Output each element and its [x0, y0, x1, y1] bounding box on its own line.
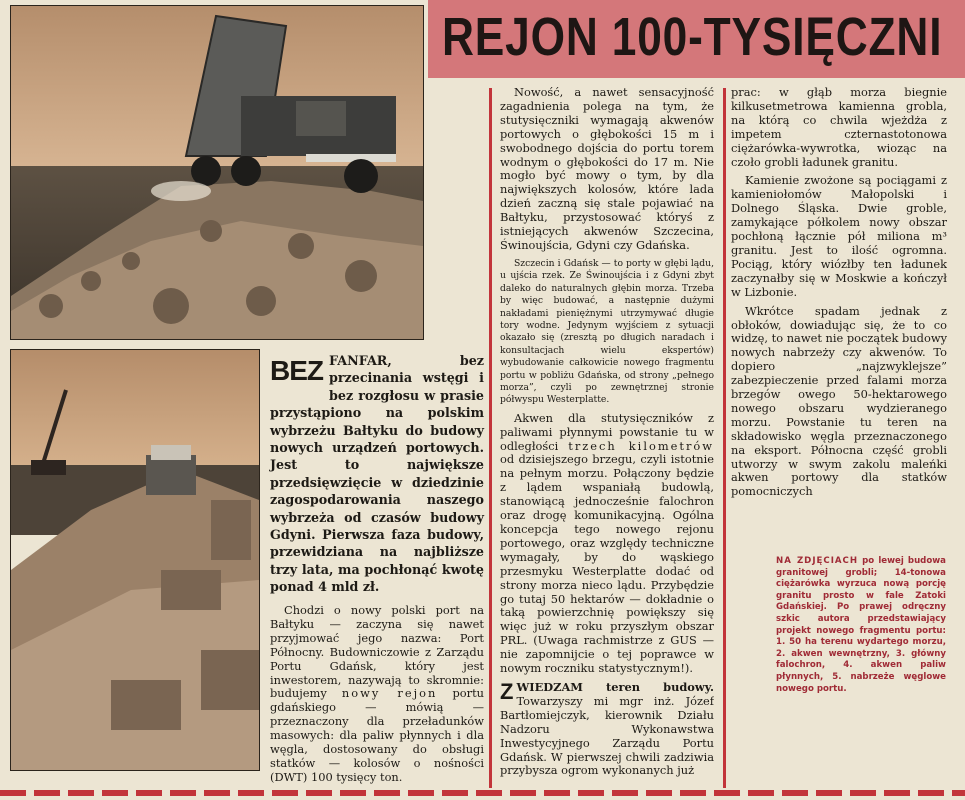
col3-paragraph-2: Kamienie zwożone są pociągami z kamieniołomów Małopolski i Dolnego Śląska. Dwie groble, zamykające półkolem nowy obszar pochłoną łącznie pół miliona m³ granitu. Jest to ilość ogromna. Pociąg, który wiózłby ten ładunek zaczynałby się w Moskwie a kończył w Lizbonie. [731, 173, 947, 299]
col1-paragraph-1 [270, 604, 484, 784]
column-3 [731, 86, 947, 498]
subhead-title: WIEDZAM teren budowy. [516, 679, 714, 694]
crane-illustration [11, 350, 259, 770]
col3-paragraph-3: Wkrótce spadam jednak z obłoków, dowiadując się, że to co widzę, to nawet nie początek budowy nowych nabrzeży czy akwenów. To dopiero „najzwyklejsze” zabezpieczenie przed falami morza brzegów owego 50-hektarowego nowego obszaru wydzieranego morzu. Powstanie tu teren na składowisko węgla przeznaczonego na eksport. Północna część grobli utworzy w swym zakolu maleńki akwen portowy dla statków pomocniczych [731, 303, 947, 498]
col2-paragraph-4 [500, 678, 714, 778]
caption-text: po lewej budowa granitowej grobli; 14-tonowa ciężarówka wyrzuca nową porcję granitu prosto w fale Zatoki Gdańskiej. Po prawej odręczny szkic autora przedstawiający projekt nowego fragmentu portu: 1. 50 ha terenu wydartego morzu, 2. akwen wewnętrzny, 3. główny falochron, 4. akwen paliw płynnych, 5. nabrzeże węglowe nowego portu. [776, 556, 946, 694]
caption-head: NA ZDJĘCIACH [776, 556, 859, 566]
col1-p1-end: portu gdańskiego — mówią — przeznaczony dla przeładunków masowych: dla paliw płynnych i dla węgla, dostosowany do obsługi statków — kolosów o nośności (DWT) 100 tysięcy ton. [270, 686, 484, 784]
lead-first-word: FANFAR, [329, 353, 392, 368]
headline-title: REJON 100-TYSIĘCZNI [442, 7, 943, 67]
column-2 [500, 86, 714, 782]
lead-drop-cap: BEZ [270, 355, 323, 386]
photo-dump-truck [10, 5, 424, 340]
lead-paragraph [270, 352, 484, 596]
col2-p4-text: Towarzyszy mi mgr inż. Józef Bartłomiejczyk, kierownik Działu Nadzoru Wykonawstwa Inwestycyjnego Zarządu Portu Gdańsk. W pierwszej chwili zadziwia przybysza ogrom wykonanych już [500, 693, 714, 778]
col1-p1-spaced: nowy rejon [341, 686, 438, 701]
col2-p3-spaced: trzech kilometrów [568, 438, 714, 453]
col2-p3-start: Akwen dla stutysięczników z paliwami płynnymi powstanie tu w odległości [500, 410, 714, 453]
subhead-drop-cap: Z [500, 678, 514, 704]
red-bar-right [723, 88, 726, 788]
lead-text: bez przecinania wstęgi i bez rozgłosu w prasie przystąpiono na polskim wybrzeżu Bałtyku do budowy nowych urządzeń portowych. Jest to największe przedsięwzięcie w dziedzinie zagospodarowania naszego wybrzeża od czasów budowy Gdyni. Pierwsza faza budowy, przewidziana na najbliższe trzy lata, ma pochłonąć kwotę ponad 4 mld zł. [270, 353, 484, 595]
col2-p3-end: od dzisiejszego brzegu, czyli istotnie na pełnym morzu. Połączony będzie z lądem wspaniałą budowlą, stanowiącą jednocześnie falochron oraz drogę komunikacyjną. Ogólna koncepcja tego nowego rejonu portowego, oraz względy techniczne wymagały, by do wąskiego przesmyku Westerplatte dodać od strony morza nieco lądu. Przybędzie go tutaj 50 hektarów — dokładnie o taką powierzchnię powiększy się więc już w roku przyszłym obszar PRL. (Uwaga rachmistrze z GUS — nie zapomnijcie o tej poprawce w nowym roczniku statystycznym!). [500, 452, 714, 676]
col1-p1-start: Chodzi o nowy polski port na Bałtyku — zaczyna się nawet przyjmować jego nazwa: Port Północny. Budowniczowie z Zarządu Portu Gdańsk, który jest inwestorem, nazywają to skromnie: budujemy [270, 604, 484, 701]
headline-banner [428, 0, 965, 78]
col2-paragraph-1: Nowość, a nawet sensacyjność zagadnienia polega na tym, że stutysięczniki wymagają akwenów portowych o głębokości 15 m i swobodnego dojścia do portu torem wodnym o głębokości do 17 m. Nie mogło być mowy o tym, by dla największych kolosów, które lada dzień zaczną się stale pojawiać na Bałtyku, przystosować któryś z istniejących akwenów Szczecina, Świnoujścia, Gdyni czy Gdańska. [500, 86, 714, 252]
column-1 [270, 604, 484, 784]
bottom-red-stripe [0, 790, 965, 796]
photo-crane-breakwater [10, 349, 260, 771]
col2-paragraph-3 [500, 412, 714, 676]
photo-caption [776, 556, 946, 695]
col3-paragraph-1: prac: w głąb morza biegnie kilkusetmetrowa kamienna grobla, na którą co chwila wjeżdża z impetem czternastotonowa ciężarówka-wywrotka, wioząc na czoło grobli ładunek granitu. [731, 86, 947, 169]
red-bar-left [489, 88, 492, 788]
col2-paragraph-2: Szczecin i Gdańsk — to porty w głębi lądu, u ujścia rzek. Ze Świnoujścia i z Gdyni zbyt daleko do naturalnych głębin morza. Trzeba by więc budować, a następnie dużymi nakładami pieniężnymi utrzymywać długie tory wodne. Jedynym wyjściem z sytuacji okazało się (zresztą po długich naradach i konsultacjach wielu ekspertów) wybudowanie całkowicie nowego fragmentu portu w pobliżu Gdańska, od strony „pełnego morza”, czyli po zewnętrznej stronie półwyspu Westerplatte. [500, 257, 714, 406]
dump-truck-illustration [11, 6, 423, 339]
